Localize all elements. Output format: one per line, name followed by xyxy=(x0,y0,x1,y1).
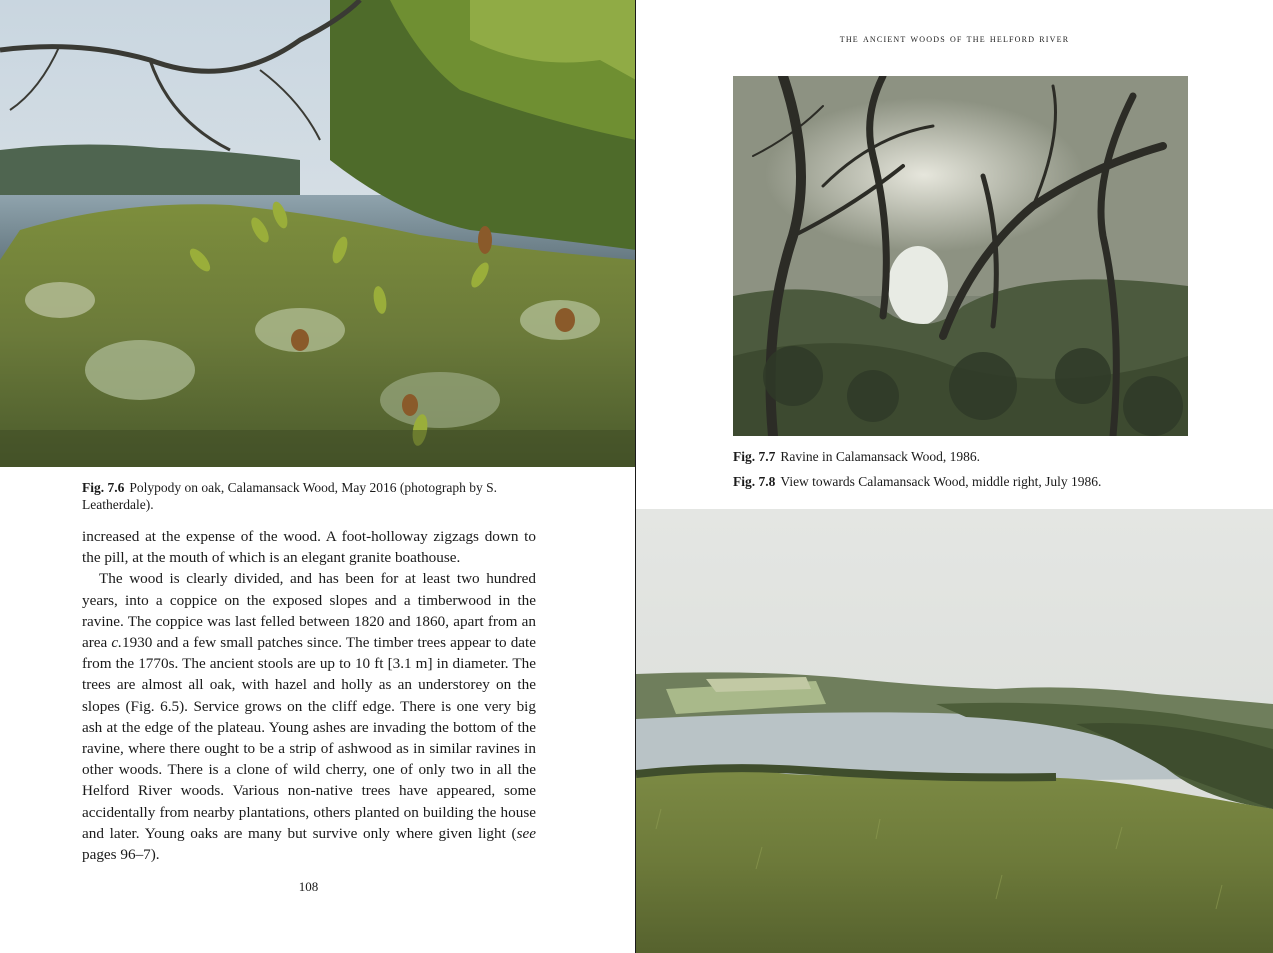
left-page xyxy=(0,0,635,953)
paragraph-2 xyxy=(82,568,536,865)
figure-7-8-caption xyxy=(733,473,1203,490)
figure-7-6-caption xyxy=(82,479,502,513)
body-text xyxy=(82,526,536,865)
page-number: 108 xyxy=(298,879,319,894)
right-page xyxy=(636,0,1273,953)
figure-7-7-caption xyxy=(733,448,1193,465)
figure-7-6-label: Fig. 7.6 xyxy=(82,480,125,495)
figure-7-6-text: Polypody on oak, Calamansack Wood, May 2016 (photograph by S. Leatherdale). xyxy=(82,480,497,512)
see-reference: see xyxy=(516,824,536,842)
paragraph-2-part-b: 1930 and a few small patches since. The timber trees appear to date from the 1770s. The ancient stools are up to 10 ft [3.1 m] in diameter. The trees are almost all oak, with hazel and holly as an understorey on the slopes (Fig. 6.5). Service grows on the cliff edge. There is one very big ash at the edge of the plateau. Young ashes are invading the bottom of the ravine, where there ought to be a strip of ashwood as in similar ravines in other woods. There is a clone of wild cherry, one of only two in all the Helford River woods. Various non-native trees have appeared, some accidentally from nearby plantations, others planted on building the house and later. Young oaks are many but survive only where given light ( xyxy=(82,634,536,842)
figure-7-7-label: Fig. 7.7 xyxy=(733,449,776,464)
paragraph-2-end: pages 96–7). xyxy=(82,846,160,864)
photo-view-towards-calamansack xyxy=(636,509,1273,953)
circa-abbrev: c. xyxy=(111,634,122,652)
figure-7-8-text: View towards Calamansack Wood, middle right, July 1986. xyxy=(780,474,1102,489)
paragraph-2-part-a: The wood is clearly divided, and has been for at least two hundred years, into a coppice on the exposed slopes and a timberwood in the ravine. The coppice was last felled between 1820 and 1860, apart from an area xyxy=(82,570,536,652)
running-head: the ancient woods of the helford river xyxy=(839,33,1070,45)
figure-7-7-text: Ravine in Calamansack Wood, 1986. xyxy=(780,449,981,464)
photo-ravine-calamansack xyxy=(733,76,1188,436)
photo-polypody-on-oak xyxy=(0,0,636,467)
paragraph-1: increased at the expense of the wood. A foot-holloway zigzags down to the pill, at the mouth of which is an elegant granite boathouse. xyxy=(82,528,536,567)
figure-7-8-label: Fig. 7.8 xyxy=(733,474,776,489)
